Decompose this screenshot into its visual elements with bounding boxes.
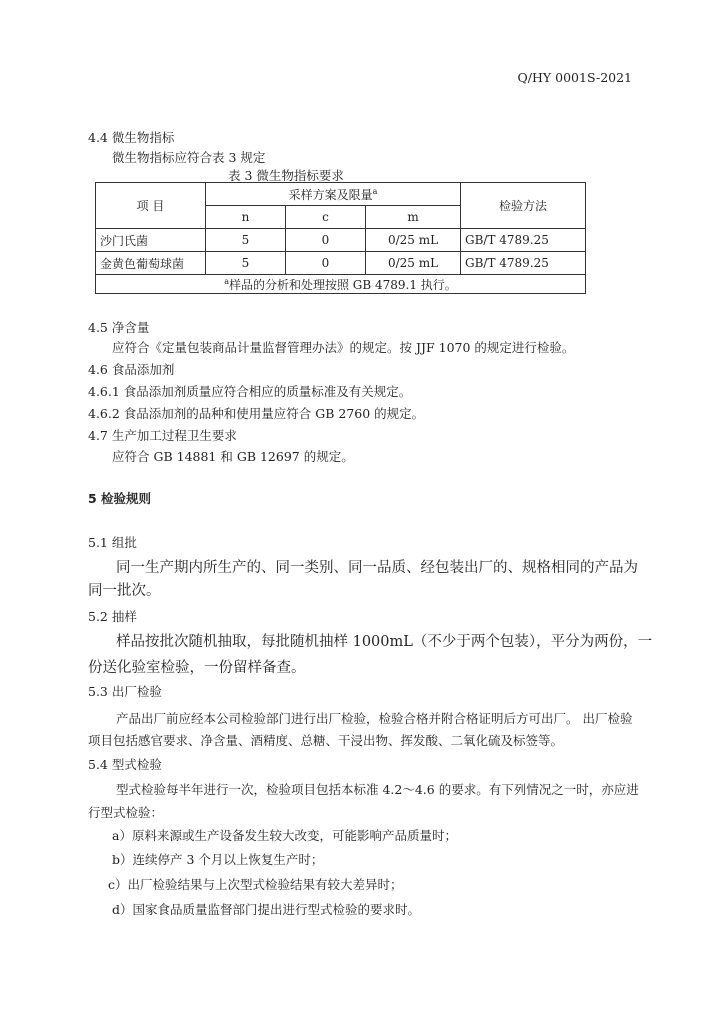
section-5-1-line2: 同一批次。: [88, 583, 161, 599]
section-4-6-1: 4.6.1 食品添加剂质量应符合相应的质量标准及有关规定。: [88, 384, 412, 399]
section-4-7-heading: 4.7 生产加工过程卫生要求: [88, 428, 237, 443]
subheader-n: n: [206, 206, 286, 229]
microbial-table: [95, 182, 586, 294]
cell-item: 沙门氏菌: [96, 229, 206, 252]
cell-m: 0/25 mL: [366, 252, 461, 275]
table-row: [96, 252, 586, 275]
cell-method: GB/T 4789.25: [461, 229, 586, 252]
section-5-4-a: a）原料来源或生产设备发生较大改变，可能影响产品质量时；: [112, 828, 457, 843]
cell-n: 5: [206, 252, 286, 275]
section-5-1-heading: 5.1 组批: [88, 535, 137, 550]
subheader-m: m: [366, 206, 461, 229]
footnote-text: 样品的分析和处理按照 GB 4789.1 执行。: [228, 277, 457, 292]
section-5-4-line2: 行型式检验：: [88, 805, 164, 820]
cell-m: 0/25 mL: [366, 229, 461, 252]
table-caption: 表 3 微生物指标要求: [228, 168, 344, 183]
section-5-4-heading: 5.4 型式检验: [88, 757, 162, 772]
table-footnote: [96, 275, 586, 294]
cell-c: 0: [286, 229, 366, 252]
section-4-5-text: 应符合《定量包装商品计量监督管理办法》的规定。按 JJF 1070 的规定进行检验。: [112, 340, 575, 355]
header-sampling: [206, 183, 461, 206]
section-4-6-2: 4.6.2 食品添加剂的品种和使用量应符合 GB 2760 的规定。: [88, 406, 425, 421]
section-5-3-heading: 5.3 出厂检验: [88, 684, 162, 699]
section-4-4-intro: 微生物指标应符合表 3 规定: [112, 150, 266, 165]
section-5-2-line2: 份送化验室检验，一份留样备查。: [88, 660, 306, 676]
section-5-4-line1: 型式检验每半年进行一次，检验项目包括本标准 4.2～4.6 的要求。有下列情况之一时，亦应进: [116, 782, 639, 797]
cell-item: 金黄色葡萄球菌: [96, 252, 206, 275]
footnote-mark: a: [224, 276, 229, 286]
header-item: 项 目: [96, 183, 206, 229]
document-code: Q/HY 0001S-2021: [517, 70, 632, 85]
section-5-4-c: c）出厂检验结果与上次型式检验结果有较大差异时；: [108, 877, 403, 892]
section-5-heading: 5 检验规则: [88, 491, 152, 506]
cell-n: 5: [206, 229, 286, 252]
section-5-4-d: d）国家食品质量监督部门提出进行型式检验的要求时。: [112, 902, 421, 917]
section-5-3-line2: 项目包括感官要求、净含量、酒精度、总糖、干浸出物、挥发酸、二氧化硫及标签等。: [88, 733, 564, 748]
section-5-3-line1: 产品出厂前应经本公司检验部门进行出厂检验，检验合格并附合格证明后方可出厂。 出厂检验: [116, 711, 633, 726]
section-5-2-line1: 样品按批次随机抽取，每批随机抽样 1000mL（不少于两个包装），平分为两份，一: [116, 634, 653, 650]
section-4-4-heading: 4.4 微生物指标: [88, 130, 175, 145]
cell-c: 0: [286, 252, 366, 275]
header-sampling-label: 采样方案及限量: [288, 187, 373, 202]
section-4-7-text: 应符合 GB 14881 和 GB 12697 的规定。: [112, 449, 354, 464]
section-4-6-heading: 4.6 食品添加剂: [88, 362, 175, 377]
section-5-2-heading: 5.2 抽样: [88, 609, 137, 624]
section-4-5-heading: 4.5 净含量: [88, 320, 150, 335]
section-5-1-line1: 同一生产期内所生产的、同一类别、同一品质、经包装出厂的、规格相同的产品为: [116, 560, 638, 576]
header-method: 检验方法: [461, 183, 586, 229]
subheader-c: c: [286, 206, 366, 229]
header-sampling-footnote-mark: a: [372, 186, 378, 196]
section-5-4-b: b）连续停产 3 个月以上恢复生产时；: [112, 852, 324, 867]
table-row: [96, 229, 586, 252]
cell-method: GB/T 4789.25: [461, 252, 586, 275]
